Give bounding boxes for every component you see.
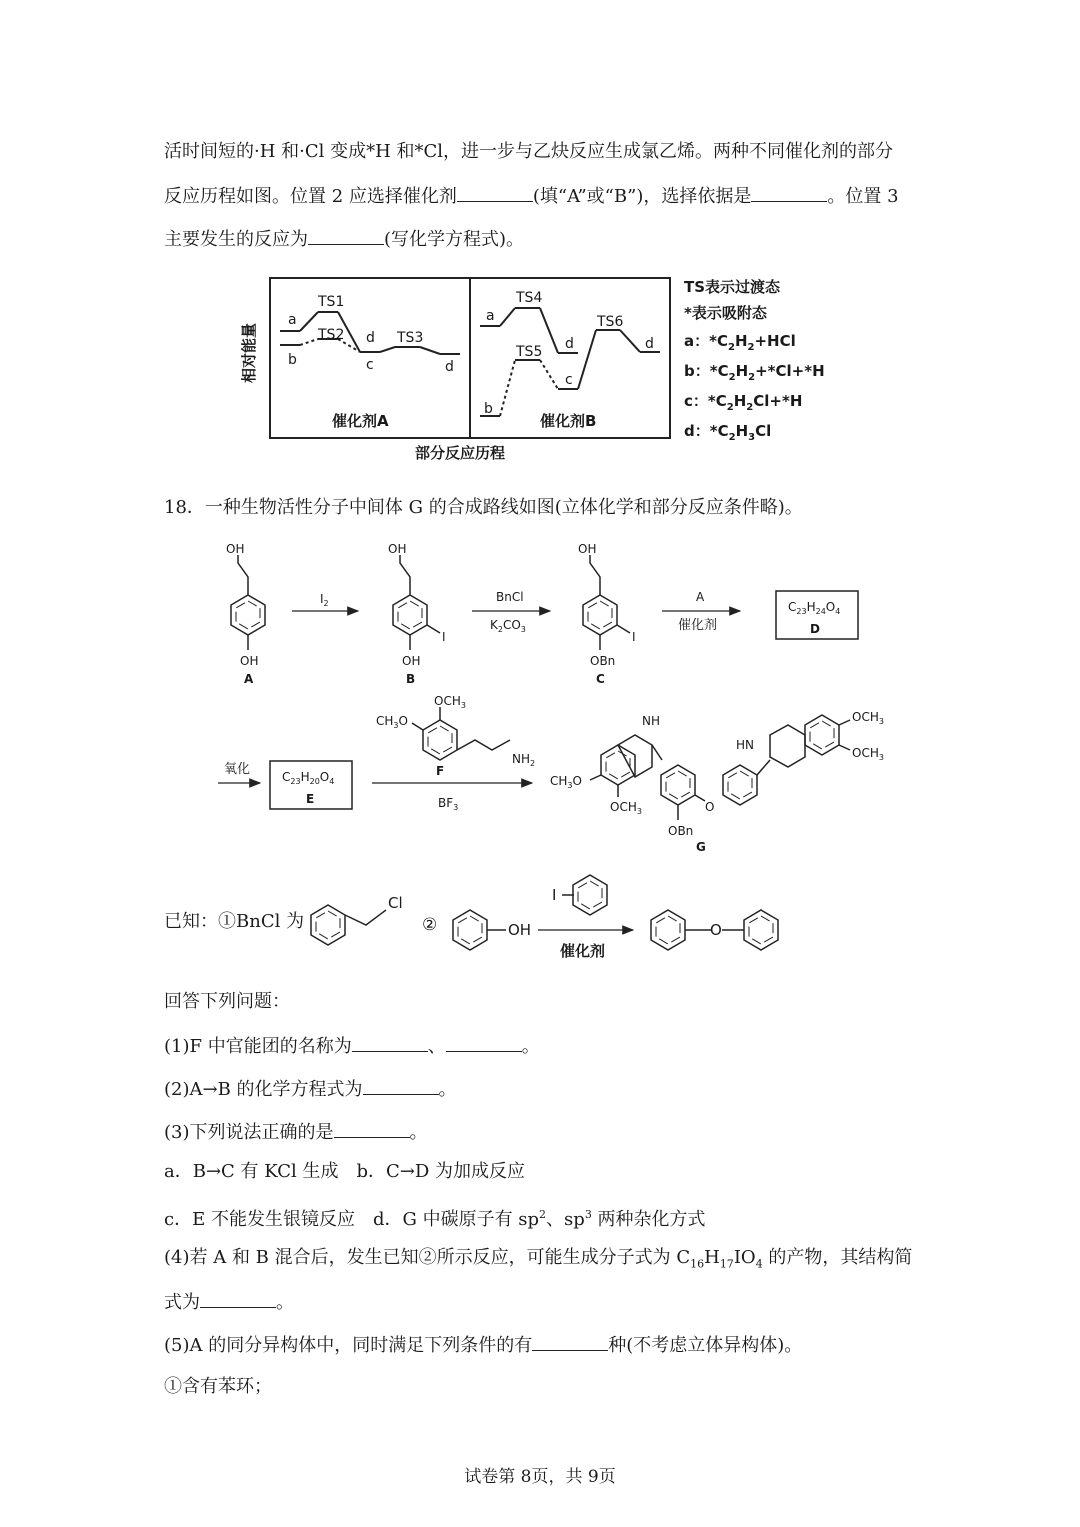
d-formula: $C_{23}H_{24}O_4$ [788, 600, 841, 616]
q17-text: 主要发生的反应为 [164, 229, 308, 250]
legend-d: d：$*C_2H_3Cl$ [684, 422, 772, 443]
panel-a-label: 催化剂A [332, 412, 389, 430]
legend-ts: TS表示过渡态 [684, 278, 781, 296]
svg-text:C: C [596, 672, 605, 686]
label-b: b [484, 401, 493, 417]
chlorine-label: Cl [388, 894, 403, 912]
svg-text:A: A [244, 672, 254, 686]
q17-line-3 [164, 226, 524, 252]
svg-text:OBn: OBn [590, 654, 616, 668]
svg-text:OH: OH [508, 921, 532, 939]
label-d: d [366, 330, 375, 346]
known-prefix: 已知：①BnCl 为 [164, 911, 305, 932]
label-d: d [645, 336, 654, 352]
label-a: a [486, 308, 495, 324]
svg-text:G: G [696, 840, 706, 854]
compound-c [578, 542, 636, 686]
label-d: D [810, 622, 820, 636]
condition-1: ①含有苯环； [164, 1376, 272, 1397]
known-structures [298, 870, 798, 970]
known-2-marker: ② [422, 915, 438, 935]
legend-adsorbed: *表示吸附态 [684, 304, 767, 322]
reagent-catalyst: 催化剂 [678, 618, 718, 633]
svg-text:HN: HN [736, 738, 754, 752]
svg-text:O: O [710, 921, 722, 939]
label-e: E [306, 792, 315, 806]
question-3-options-cd: c．E 不能发生银镜反应 d．G 中碳原子有 $sp^2$、$sp^3$ 两种杂化方式 [164, 1208, 706, 1230]
answer-blank[interactable] [751, 183, 827, 202]
svg-text:OH: OH [226, 542, 245, 556]
x-axis-label: 部分反应历程 [415, 444, 506, 462]
reagent-k2co3: $K_2CO_3$ [490, 618, 526, 634]
answer-blank[interactable] [532, 1332, 608, 1351]
svg-text:NH2: $NH_2$ [512, 752, 536, 768]
panel-b-label: 催化剂B [540, 412, 597, 430]
label-ts5: TS5 [516, 344, 543, 360]
svg-text:CH3O: $CH_3O$ [376, 714, 408, 730]
svg-text:OH: OH [402, 654, 421, 668]
label-ts4: TS4 [516, 290, 543, 306]
svg-text:OCH3: $OCH_3$ [434, 694, 466, 710]
legend-b: b：$*C_2H_2+*Cl+*H$ [684, 362, 825, 383]
label-c: c [366, 357, 374, 373]
synthesis-scheme [200, 535, 900, 865]
compound-g [550, 710, 884, 854]
q17-line-2 [164, 183, 899, 209]
svg-text:CH3O: $CH_3O$ [550, 774, 582, 790]
reagent-bf3: $BF_3$ [438, 796, 459, 812]
label-ts3: TS3 [397, 330, 424, 346]
svg-text:OH: OH [240, 654, 259, 668]
question-5: (5)A 的同分异构体中，同时满足下列条件的有 种(不考虑立体异构体)。 [164, 1332, 802, 1358]
svg-text:OCH3: $OCH_3$ [852, 746, 884, 762]
answer-intro: 回答下列问题： [164, 991, 290, 1012]
e-formula: $C_{23}H_{20}O_4$ [282, 770, 335, 786]
compound-a [226, 542, 265, 686]
svg-text:OBn: OBn [668, 824, 694, 838]
label-ts6: TS6 [597, 314, 624, 330]
answer-blank[interactable] [446, 1033, 522, 1052]
question-4: (4)若 A 和 B 混合后，发生已知②所示反应，可能生成分子式为 $C_{16}H_{17}IO_4$ 的产物，其结构简 [164, 1247, 913, 1271]
question-3-options-ab: a．B→C 有 KCl 生成 b．C→D 为加成反应 [164, 1161, 526, 1182]
q18-intro: 18．一种生物活性分子中间体 G 的合成路线如图(立体化学和部分反应条件略)。 [164, 497, 803, 518]
answer-blank[interactable] [308, 226, 384, 245]
label-ts2: TS2 [318, 327, 345, 343]
question-4-cont: 式为 。 [164, 1289, 294, 1315]
reagent-oxidation: 氧化 [224, 762, 251, 777]
svg-text:B: B [406, 672, 416, 686]
label-d: d [445, 359, 454, 375]
answer-blank[interactable] [334, 1119, 410, 1138]
legend-a: a：$*C_2H_2+HCl$ [684, 332, 796, 353]
svg-text:OCH3: $OCH_3$ [610, 800, 642, 816]
energy-diagram [240, 268, 840, 468]
svg-text:F: F [436, 764, 445, 778]
question-2: (2)A→B 的化学方程式为 。 [164, 1076, 457, 1102]
compound-f [376, 694, 535, 778]
label-ts1: TS1 [318, 294, 345, 310]
answer-blank[interactable] [363, 1076, 439, 1095]
catalyst-label: 催化剂 [560, 942, 606, 960]
svg-text:NH: NH [642, 714, 660, 728]
q17-text: (写化学方程式)。 [384, 229, 525, 250]
label-a: a [288, 312, 297, 328]
label-c: c [565, 372, 573, 388]
reagent-a: A [696, 590, 705, 604]
svg-text:OH: OH [388, 542, 407, 556]
reagent-bncl: BnCl [496, 590, 524, 604]
answer-blank[interactable] [200, 1289, 276, 1308]
svg-text:O: O [705, 800, 715, 814]
svg-text:I: I [632, 630, 636, 644]
answer-blank[interactable] [457, 183, 533, 202]
compound-b [388, 542, 446, 686]
q17-text: 反应历程如图。位置 2 应选择催化剂 [164, 186, 457, 207]
question-1: (1)F 中官能团的名称为 、 。 [164, 1033, 540, 1059]
label-d: d [565, 336, 574, 352]
q17-line-1: 活时间短的·H 和·Cl 变成*H 和*Cl，进一步与乙炔反应生成氯乙烯。两种不同催化剂的部分 [164, 141, 894, 162]
legend-c: c：$*C_2H_2Cl+*H$ [684, 392, 803, 413]
page-footer: 试卷第 8页，共 9页 [464, 1467, 616, 1487]
answer-blank[interactable] [352, 1033, 428, 1052]
q17-text: 。位置 3 [827, 186, 899, 207]
panel-b-path [480, 308, 660, 416]
svg-text:OH: OH [578, 542, 597, 556]
svg-text:I: I [442, 630, 446, 644]
reagent-i2: $I_2$ [320, 592, 329, 608]
label-b: b [288, 352, 297, 368]
q17-text: (填“A”或“B”)，选择依据是 [532, 186, 752, 207]
y-axis-label: 相对能量 [240, 322, 258, 383]
legend [684, 278, 825, 443]
question-3: (3)下列说法正确的是 。 [164, 1119, 428, 1145]
svg-text:I: I [552, 886, 557, 904]
svg-text:OCH3: $OCH_3$ [852, 710, 884, 726]
